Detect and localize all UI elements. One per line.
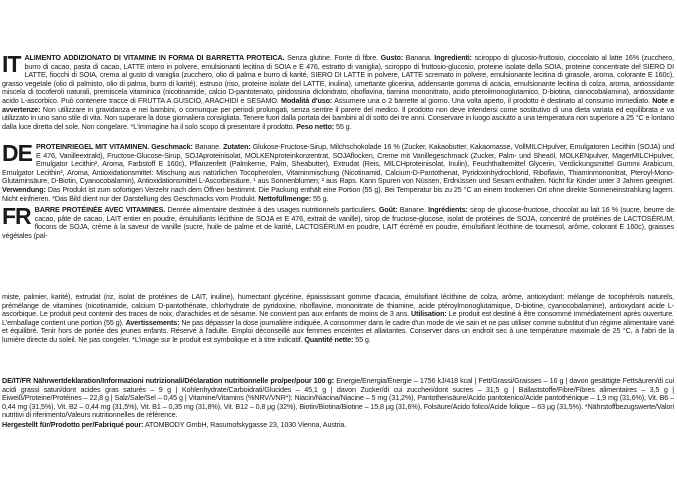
fr-title: BARRE PROTÉINÉE AVEC VITAMINES. [34,205,166,214]
nutrition-declaration [2,377,674,420]
de-title: PROTEINRIEGEL MIT VITAMINEN. [35,142,150,151]
it-ingredients-label: Ingredienti: [434,53,472,62]
nutrition-label: DE/IT/FR Nährwertdeklaration/Informazioni nutrizionali/Déclaration nutritionnelle pro/per/pour 100 g: [2,376,335,385]
french-section-continued [2,293,674,345]
it-ingredients: sciroppo di glucosio-fruttosio, cioccolato al latte 16% (zucchero, burro di cacao, pasta di cacao, LATTE intero in polvere, emulsionanti lecitina di SOIA e E 476, estratto di vaniglia), sciroppo di fruttosio-glucosio, proteine isolate della SOIA, proteine concentrate del SIERO DI LATTE, fiocchi di SOIA, crema al gusto di vaniglia (zucchero, olio di palma e burro di karité, SIERO DI LATTE in polvere, LATTE scremato in polvere, emulsionante lecitina di girasole, aroma, colorante E 160c), grasso vegetale (olio di palmisto, olio di palma, burro di karité), estruso (riso, proteine isolate del LATTE, inulina), umettante glicerina, addensante gomma di acacia, emulsionante lecitina di colza, aroma, antiossidante miscela di tocoferoli naturali, premiscela vitaminica (nicotinamide, calcio D-pantotenato, piridossina dicloridrato, riboflavina, tiamina mononitrato, acido pteroilmonoglutamico, D-biotina, cianocobalamina), antiossidante acido L-ascorbico. [2,53,674,105]
de-ingredients-label: Zutaten: [223,142,251,151]
manufacturer-text: ATOMBODY GmbH, Rasumofskygasse 23, 1030 Vienna, Austria. [144,420,347,429]
it-body2: Può contenere tracce di FRUTTA A GUSCIO, ARACHIDI e SESAMO. [61,95,279,105]
french-section [2,203,674,240]
de-use: Das Produkt ist zum sofortigen Verzehr nach dem Öffnen bestimmt. Die Packung enthält eine Portion (55 g). Bei Temperatur bis zu 25 °C an einem trockenen Ort ohne direkte Sonneneinstrahlung lagern. Nicht einfrieren. *Das Bild dient nur der Darstellung des Geschmacks vom Produkt. [2,184,674,203]
fr-weight: 55 g. [355,334,371,344]
it-body1: Senza glutine. Fonte di fibre. [287,53,378,62]
de-use-label: Verwendung: [2,184,46,194]
fr-use-label: Utilisation: [411,309,447,319]
fr-flavour-label: Goût: [378,205,398,214]
fr-use: Le produit est destiné à être consommé immédiatement après ouverture. L'emballage contient une portion (55 g). [2,309,674,327]
manufacturer-info [2,421,674,430]
fr-body1: Denrée alimentaire destinée à des usages nutritionnels particuliers. [167,205,377,214]
it-flavour-label: Gusto: [380,53,404,62]
de-flavour-label: Geschmack: [151,142,193,151]
it-use: Assumere una o 2 barrette al giorno. Una volta aperto, il prodotto è destinato al consumo immediato. [334,95,650,105]
lang-code-fr: FR [2,203,31,229]
it-weight-label: Peso netto: [296,121,335,131]
it-flavour: Banana. [405,53,432,62]
de-weight-label: Nettofüllmenge: [258,193,312,203]
lang-code-it: IT [2,51,21,77]
de-weight: 55 g. [313,193,329,203]
fr-flavour: Banane. [399,205,426,214]
it-use-label: Modalità d'uso: [281,95,333,105]
fr-ingredients-label: Ingrédients: [428,205,468,214]
de-ingredients: Glukose-Fructose-Sirup, Milchschokolade 16 % (Zucker, Kakaobutter, Kakaomasse, VollMILCHpulver, Emulgatoren Lecithin (SOJA) und E 476, Vanilleextrakt), Fructose-Glucose-Sirup, SOJAproteinisolat, MOLKENproteinkonzentrat, SOJAflocken, Creme mit Vanillegeschmack (Zucker, Palm- und Sheaöl, MOLKENpulver, MagerMILCHpulver, Emulgator Lecithin², Aroma, Farbstoff E 160c), Pflanzenfett (Palmkerne, Palm, Sheabutter), Extrudat (Reis, MILCHproteinisolat, Inulin), Feuchthaltemittel Glycerin, Verdickungsmittel Gummi Arabicum, Emulgator Lecithin², Aroma, Antioxidationsmittel: Mischung aus natürlichen Tocopherolen, Vitaminmischung (Nicotinamid, Calcium-D-Pantothenat, Pyridoxinhydrochlorid, Riboflavin, Thiaminmononitrat, Pteroyl-Mono-Glutaminsäure, D-Biotin, Cyanocobalamin), Antioxidationsmittel L-Ascorbinsäure. ¹ aus Sonnenblumen; ² aus Raps. Kann Spuren von Nüssen, Erdnüssen und Sesam enthalten. Nicht für Kinder unter 3 Jahren geeignet. [2,142,674,186]
german-section [2,140,674,203]
italian-section [2,51,674,131]
de-flavour: Banane. [195,142,221,151]
manufacturer-label: Hergestellt für/Prodotto per/Fabriqué pour: [2,420,144,429]
fr-continued: miste, palmier, karité), extrudat (riz, isolat de protéines de LAIT, inuline), humectant glycérine, épaississant gomme d'acacia, émulsifiant lécithine de colza, arôme, antioxydant: mélange de tocophérols naturels, prémélange de vitamines (nicotinamide, calcium D-pantothénate, chlorhydrate de pyridoxine, riboflavine, mononitrate de thiamine, acide ptéroylmonoglutamique, D-biotine, cyanocobalamine), antioxydant acide L-ascorbique. Le produit peut contenir des traces de noix, d'arachides et de sésame. Ne convient pas aux enfants de moins de 3 ans. [2,292,674,319]
fr-warn: Ne pas dépasser la dose journalière indiquée. A consommer dans le cadre d'un mode de vie sain et ne pas utiliser comme substitut d'un régime alimentaire varié et équilibré. Tenir hors de portée des jeunes enfants. Réservé à l'adulte. Emploi déconseillé aux femmes enceintes et allaitantes. Conserver dans un endroit sec à une température maximale de 25 °C, à l'abri de la lumière directe du soleil. Ne pas congeler. *L'image sur le produit est symbolique et à titre indicatif. [2,317,674,344]
fr-ingredients: sirop de glucose-fructose, chocolat au lait 16 % (sucre, beurre de cacao, pâte de cacao, LAIT entier en poudre, émulsifiants lécithine de SOJA et E 476, extrait de vanille), sirop de fructose-glucose, isolat de protéines de SOJA, concentré de protéines de LACTOSÉRUM, flocons de SOJA, crème à la saveur de vanille (sucre, huile de palme et de karité, LACTOSÉRUM en poudre, LAIT écrémé en poudre, émulsifiant lécithine de tournesol, arôme, colorant E 160c), graisses végétales (pal- [2,205,674,240]
it-weight: 55 g. [335,121,352,131]
nutrition-text: Energie/Energia/Énergie – 1756 kJ/418 kcal | Fett/Grassi/Graisses – 16 g | davon gesättigte Fettsäuren/di cui acidi grassi saturi/dont acides gras saturés – 9 g | Kohlenhydrate/Carboidrati/Glucides – 45,1 g | davon Zucker/di cui zuccheri/dont sucres – 31,5 g | Ballaststoffe/Fibre/Fibres alimentaires – 3,5 g | Eiweiß/Proteine/Protéines – 22,8 g | Salz/Sale/Sel – 0,45 g | Vitamine/Vitamins (%NRV/VNR*): Niacin/Niacina/Niacine – 5 mg (31,2%), Pantothensäure/Acido pantotenico/Acide pantothénique – 1,9 mg (31,6%), Vit. B6 – 0,44 mg (31,5%), Vit. B2 – 0,44 mg (31,5%), Vit. B1 – 0,35 mg (31,8%), Vit. B12 – 0,8 µg (32%), Biotin/Biotina/Biotine – 15,8 µg (31,6%), Folsäure/Acido folico/Acide folique – 63 µg (31,5%). *Nährstoffbezugswerte/Valori nutritivi di riferimento/Valeurs nutritionnelles de référence. [2,376,674,420]
fr-weight-label: Quantité nette: [304,334,354,344]
fr-warn-label: Avertissements: [125,317,180,327]
lang-code-de: DE [2,140,32,166]
it-notes: Non utilizzare in gravidanza e nei bambini, o comunque per periodi prolungati, senza sentire il parere del medico. Il prodotto non deve intendersi come sostitutivo di una dieta variata ed equilibrata e va utilizzato in uno sano stile di vita. Non superare la dose giornaliera consigliata. Tenere fuori dalla portata dei bambini al di sotto dei tre anni. Conservare in luogo asciutto a una temperatura non superiore a 25 °C e lontano dalla luce diretta del sole. Non congelare. *L'immagine ha il solo scopo di presentare il prodotto. [2,104,674,131]
it-title: ALIMENTO ADDIZIONATO DI VITAMINE IN FORMA DI BARRETTA PROTEICA. [24,53,285,62]
it-notes-label: Note e avvertenze: [2,95,674,114]
